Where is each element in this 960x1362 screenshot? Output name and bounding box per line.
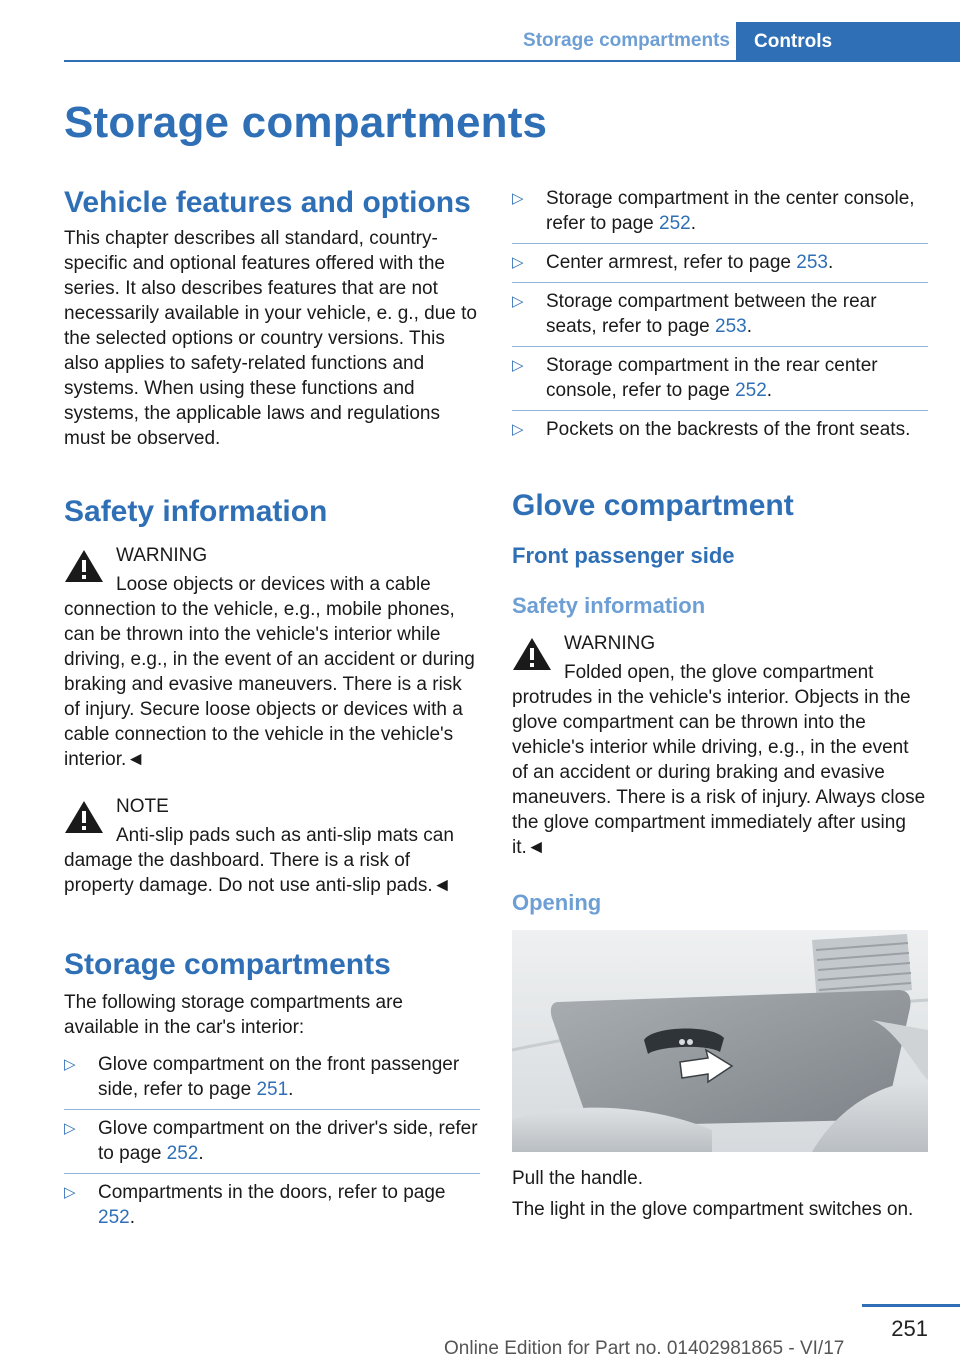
opening-heading: Opening [512,890,602,915]
triangle-bullet-icon: ▷ [512,421,524,438]
triangle-bullet-icon: ▷ [64,1184,76,1201]
triangle-bullet-icon: ▷ [512,190,524,207]
left-column [64,186,480,1243]
note-triangle-icon [64,800,104,834]
list-item: ▷ Glove compartment on the driver's side, refer to page 252. [64,1116,480,1174]
footer-rule [862,1304,960,1307]
storage-intro-text: The following storage compartments are available in the car's interior: [64,992,403,1038]
warning-label: WARNING [116,545,208,566]
triangle-bullet-icon: ▷ [64,1056,76,1073]
front-passenger-heading: Front passenger side [512,543,735,568]
pull-handle-text: Pull the handle. [512,1168,643,1189]
warning-triangle-icon [512,637,552,671]
page-link[interactable]: 251 [256,1079,289,1100]
glove-compartment-illustration [512,930,928,1152]
list-item: ▷ Pockets on the backrests of the front seats. [512,419,911,440]
glove-compartment-photo [512,930,928,1152]
page-number: 251 [891,1316,928,1341]
list-item: ▷ Storage compartment between the rear seats, refer to page 253. [512,289,928,347]
triangle-bullet-icon: ▷ [512,254,524,271]
vehicle-features-text: This chapter describes all standard, country-specific and optional features offered with the series. It also describes features that are not necessarily available in your vehicle, e. g., due to the selected options or country versions. This also applies to safety-related functions and systems. When using these functions and systems, the applicable laws and regulations must be observed. [64,228,477,449]
triangle-bullet-icon: ▷ [64,1120,76,1137]
list-item: ▷ Glove compartment on the front passenger side, refer to page 251. [64,1052,480,1110]
vehicle-features-heading: Vehicle features and options [64,186,471,219]
glove-warning-block [512,631,928,860]
page-link[interactable]: 252 [166,1143,199,1164]
triangle-bullet-icon: ▷ [512,293,524,310]
warning-block [64,543,480,772]
note-text: Anti-slip pads such as anti-slip mats can damage the dashboard. There is a risk of property damage. Do not use anti-slip pads.◄ [64,825,454,896]
light-text: The light in the glove compartment switches on. [512,1199,914,1220]
list-item: ▷ Center armrest, refer to page 253. [512,250,928,283]
list-item: ▷ Storage compartment in the center console, refer to page 252. [512,186,928,244]
right-column [512,186,928,1222]
edition-text: Online Edition for Part no. 01402981865 - VI/17 [444,1338,845,1359]
list-item: ▷ Compartments in the doors, refer to page 252. [64,1182,446,1228]
page-link[interactable]: 252 [98,1207,130,1228]
safety-info-heading: Safety information [64,495,328,528]
triangle-bullet-icon: ▷ [512,357,524,374]
note-label: NOTE [116,796,169,817]
page-footer [0,1300,960,1362]
warning-text: Loose objects or devices with a cable connection to the vehicle, e.g., mobile phones, can be thrown into the vehicle's interior while driving, e.g., in the event of an accident or during braking and evasive maneuvers. There is a risk of injury. Secure loose objects or devices with a cable connection to the vehicle in the vehicle's interior.◄ [64,574,475,770]
right-storage-list [512,186,928,449]
header-section-title: Storage compartments [523,30,730,51]
warning-triangle-icon [64,549,104,583]
glove-safety-heading: Safety information [512,593,706,618]
page-link[interactable]: 252 [735,380,767,401]
glove-warning-label: WARNING [564,633,656,654]
page-link[interactable]: 253 [796,252,828,273]
page-link[interactable]: 253 [715,316,747,337]
page-link[interactable]: 252 [659,213,691,234]
header-rule [64,60,960,62]
page-header [0,0,960,62]
glove-compartment-heading: Glove compartment [512,489,794,522]
glove-warning-text: Folded open, the glove compartment protrudes in the vehicle's interior. Objects in the glove compartment can be thrown into the vehicle's interior while driving, e.g., in the event of an accident or during braking and evasive maneuvers. There is a risk of injury. Always close the glove compartment immediately after using it.◄ [512,662,926,858]
header-chapter-tab[interactable]: Controls [736,22,960,62]
storage-compartments-heading: Storage compartments [64,948,391,981]
note-block [64,794,480,898]
left-storage-list [64,1052,480,1237]
page-title: Storage compartments [64,98,548,147]
list-item: ▷ Storage compartment in the rear center console, refer to page 252. [512,353,928,411]
